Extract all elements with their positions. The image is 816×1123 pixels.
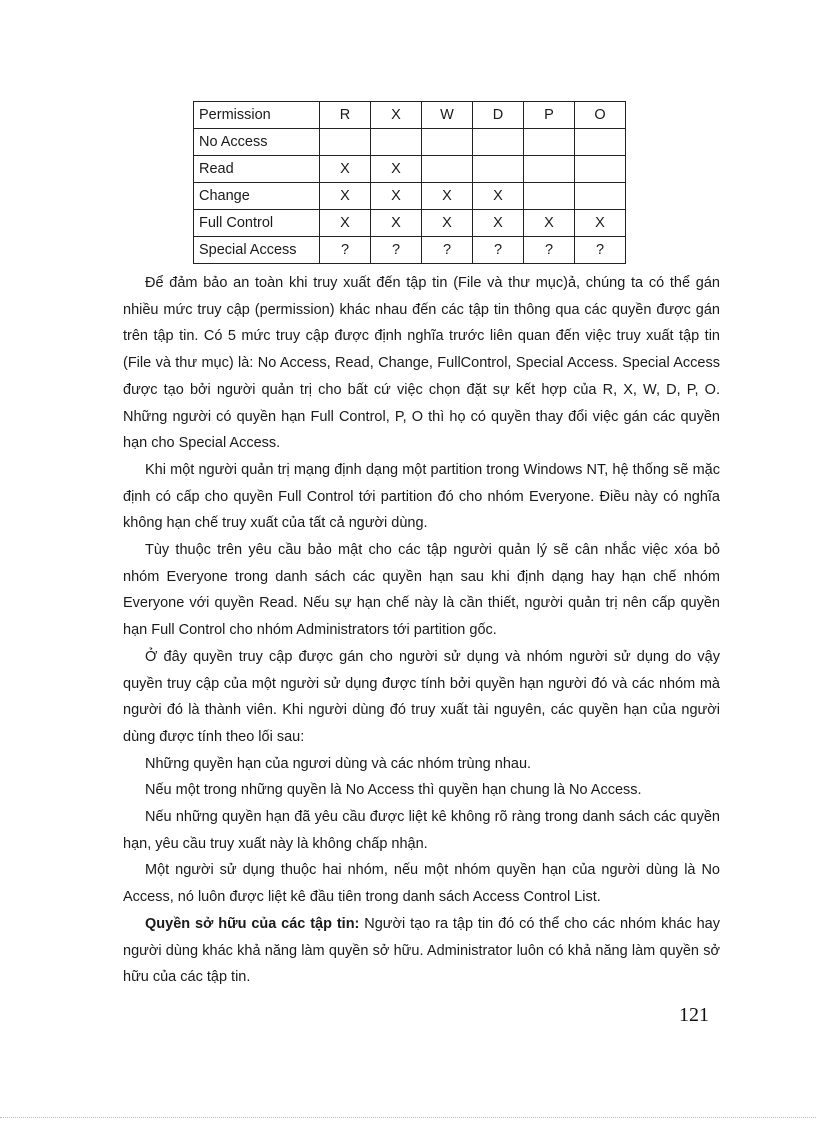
table-cell: Full Control bbox=[194, 210, 320, 237]
table-row bbox=[194, 183, 626, 210]
table-cell: ? bbox=[524, 237, 575, 264]
table-header-cell: R bbox=[320, 102, 371, 129]
table-cell: ? bbox=[371, 237, 422, 264]
table-cell: ? bbox=[575, 237, 626, 264]
paragraph: Để đảm bảo an toàn khi truy xuất đến tập tin (File và thư mục)ả, chúng ta có thể gán nhiều mức truy cập (permission) khác nhau đến các tập tin thông qua các quyền được gán trên tập tin. Có 5 mức truy cập được định nghĩa trước liên quan đến việc truy xuất tập tin (File và thư mục) là: No Access, Read, Change, FullControl, Special Access. Special Access được tạo bởi người quản trị cho bất cứ việc chọn đặt sự kết hợp của R, X, W, D, P, O. Những người có quyền hạn Full Control, P, O thì họ có quyền thay đổi việc gán các quyền hạn cho Special Access. bbox=[123, 275, 720, 452]
table-cell bbox=[473, 156, 524, 183]
table-cell bbox=[473, 129, 524, 156]
table-cell: X bbox=[320, 210, 371, 237]
table-row bbox=[194, 156, 626, 183]
table-cell bbox=[575, 156, 626, 183]
table-cell: ? bbox=[473, 237, 524, 264]
table-row bbox=[194, 210, 626, 237]
list-item: Một người sử dụng thuộc hai nhóm, nếu một nhóm quyền hạn của người dùng là No Access, nó luôn được liệt kê đầu tiên trong danh sách Access Control List. bbox=[123, 862, 720, 906]
table-cell bbox=[422, 156, 473, 183]
table-cell bbox=[575, 183, 626, 210]
table-cell bbox=[524, 129, 575, 156]
table-header-cell: X bbox=[371, 102, 422, 129]
table-cell: X bbox=[473, 183, 524, 210]
table-cell bbox=[371, 129, 422, 156]
table-row bbox=[194, 129, 626, 156]
table-cell: X bbox=[371, 156, 422, 183]
page-number: 121 bbox=[679, 1004, 709, 1026]
paragraph: Tùy thuộc trên yêu cầu bảo mật cho các tập người quản lý sẽ cân nhắc việc xóa bỏ nhóm Everyone trong danh sách các quyền hạn sau khi định dạng hay hạn chế nhóm Everyone với quyền Read. Nếu sự hạn chế này là cần thiết, người quản trị nên cấp quyền hạn Full Control cho nhóm Administrators tới partition gốc. bbox=[123, 542, 720, 639]
table-cell bbox=[422, 129, 473, 156]
table-cell: X bbox=[575, 210, 626, 237]
bottom-divider bbox=[0, 1117, 816, 1118]
table-cell: X bbox=[524, 210, 575, 237]
table-header-cell: D bbox=[473, 102, 524, 129]
paragraph: Ở đây quyền truy cập được gán cho người sử dụng và nhóm người sử dụng do vậy quyền truy cập của một người sử dụng được tính bởi quyền hạn người đó và các nhóm mà người đó là thành viên. Khi người dùng đó truy xuất tài nguyên, các quyền hạn của người dùng được tính theo lối sau: bbox=[123, 648, 720, 745]
table-cell: No Access bbox=[194, 129, 320, 156]
ownership-text: Người tạo ra tập tin đó có thể cho các nhóm khác hay người dùng khác khả năng làm quyền sở hữu. Administrator luôn có khả năng làm quyền sở hữu của các tập tin. bbox=[123, 915, 720, 986]
body-text bbox=[123, 270, 720, 991]
table-cell: X bbox=[371, 183, 422, 210]
table-cell: X bbox=[320, 183, 371, 210]
table-cell: Change bbox=[194, 183, 320, 210]
table-cell bbox=[320, 129, 371, 156]
table-header-cell: W bbox=[422, 102, 473, 129]
table-cell bbox=[524, 156, 575, 183]
list-item: Những quyền hạn của ngươi dùng và các nhóm trùng nhau. bbox=[145, 755, 532, 772]
ownership-paragraph bbox=[123, 911, 720, 991]
table-header-row bbox=[194, 102, 626, 129]
table-header-cell: O bbox=[575, 102, 626, 129]
table-cell: X bbox=[473, 210, 524, 237]
table-cell: X bbox=[371, 210, 422, 237]
table-cell: Special Access bbox=[194, 237, 320, 264]
list-item: Nếu những quyền hạn đã yêu cầu được liệt kê không rõ ràng trong danh sách các quyền hạn, yêu cầu truy xuất này là không chấp nhận. bbox=[123, 809, 720, 852]
table-row bbox=[194, 237, 626, 264]
table-cell bbox=[524, 183, 575, 210]
paragraph: Khi một người quản trị mạng định dạng một partition trong Windows NT, hệ thống sẽ mặc định có cấp cho quyền Full Control tới partition đó cho nhóm Everyone. Điều này có nghĩa không hạn chế truy xuất của tất cả người dùng. bbox=[123, 461, 720, 532]
table-cell: X bbox=[422, 210, 473, 237]
table-cell: Read bbox=[194, 156, 320, 183]
permission-table bbox=[193, 101, 626, 264]
table-cell: ? bbox=[422, 237, 473, 264]
table-cell: X bbox=[320, 156, 371, 183]
table-cell: X bbox=[422, 183, 473, 210]
table-header-cell: Permission bbox=[194, 102, 320, 129]
list-item: Nếu một trong những quyền là No Access thì quyền hạn chung là No Access. bbox=[145, 782, 642, 799]
ownership-heading: Quyền sở hữu của các tập tin: bbox=[145, 915, 360, 932]
table-cell: ? bbox=[320, 237, 371, 264]
table-cell bbox=[575, 129, 626, 156]
table-header-cell: P bbox=[524, 102, 575, 129]
